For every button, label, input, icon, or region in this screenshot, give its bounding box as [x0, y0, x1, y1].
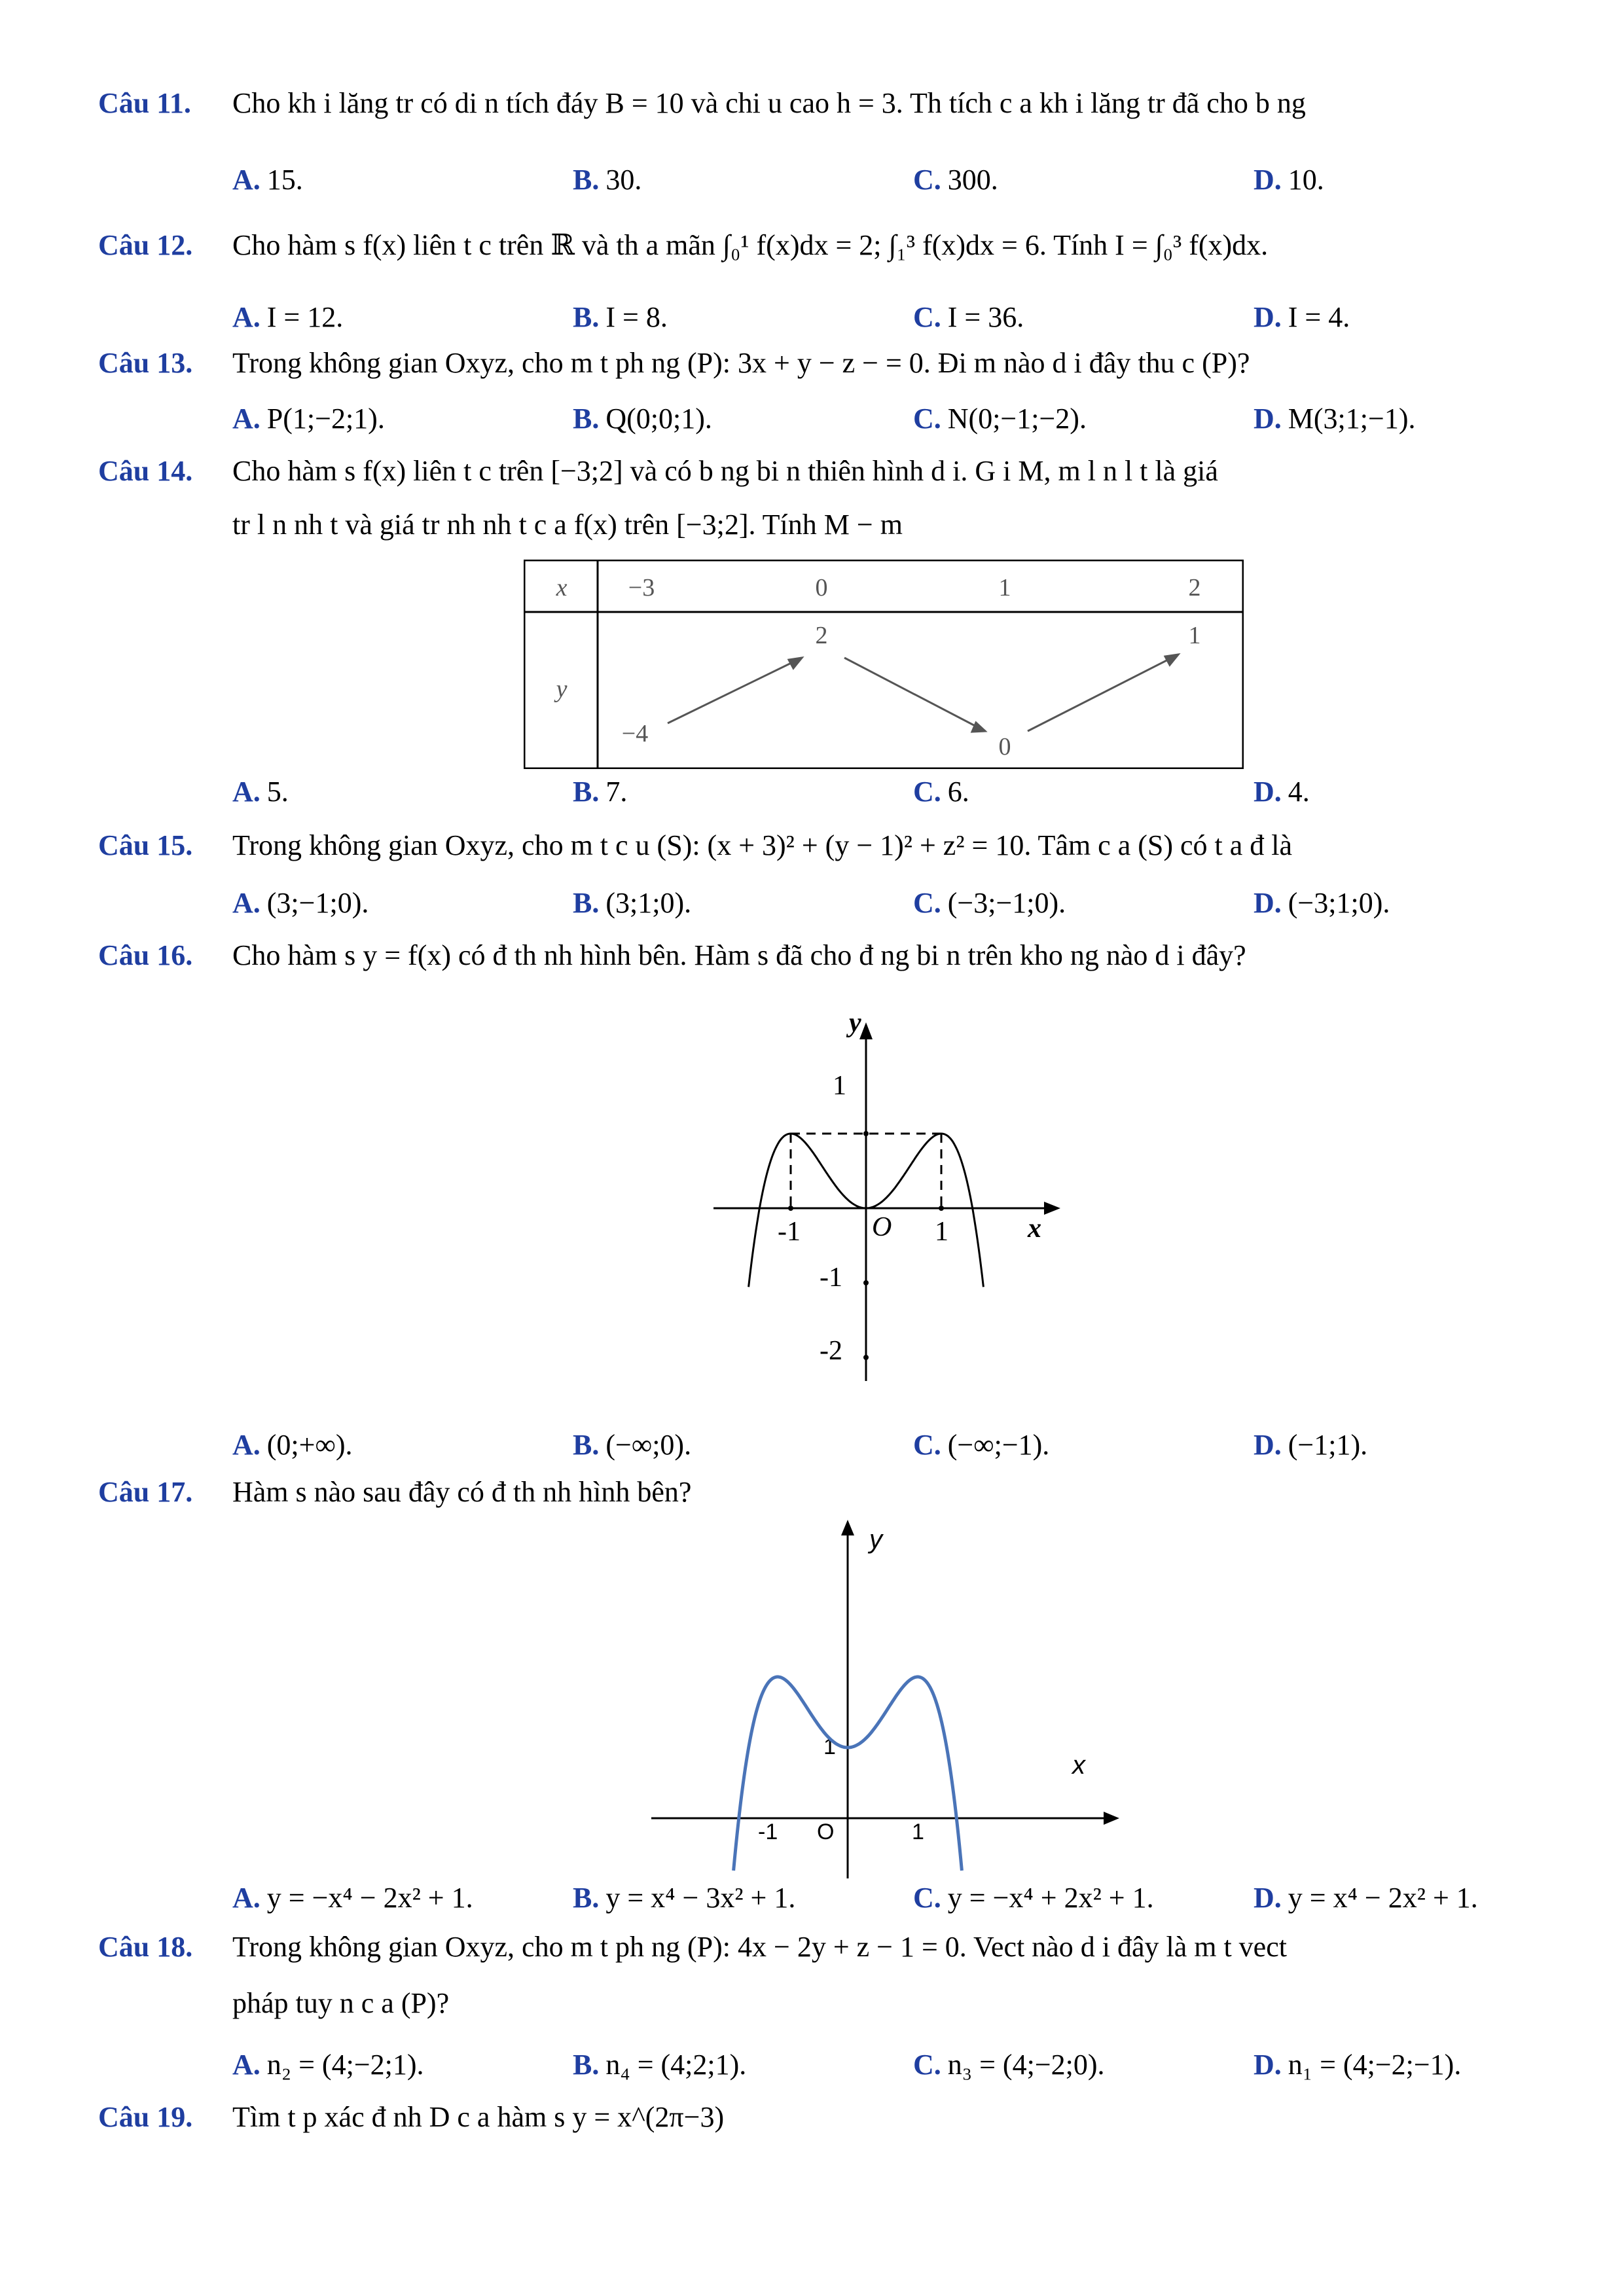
question-17: [98, 1473, 1538, 1512]
option-c[interactable]: C. 300.: [913, 164, 998, 196]
option-d[interactable]: D. n₁ = (4;−2;−1).: [1254, 2049, 1462, 2081]
option-b[interactable]: B. y = x⁴ − 3x² + 1.: [573, 1882, 796, 1914]
y-axis-arrow: [859, 1022, 873, 1039]
tick-x-pos: 1: [935, 1217, 948, 1247]
variation-table: [524, 560, 1244, 769]
origin-label: O: [872, 1212, 892, 1242]
option-c[interactable]: C. I = 36.: [913, 301, 1024, 333]
option-c[interactable]: C. 6.: [913, 776, 969, 808]
option-d[interactable]: D. 4.: [1254, 776, 1310, 808]
tick-x-neg: -1: [758, 1820, 778, 1844]
option-d[interactable]: D. y = x⁴ − 2x² + 1.: [1254, 1882, 1478, 1914]
question-label: Câu 18.: [98, 1931, 193, 1963]
question-12: [98, 226, 1538, 265]
origin-label: O: [817, 1820, 835, 1844]
option-c[interactable]: C. (−3;−1;0).: [913, 887, 1066, 919]
question-text: Trong không gian Oxyz, cho m t ph ng (P): 3x + y − z − = 0. Đi m nào d i đây thu c (P)?: [232, 347, 1250, 379]
x-axis-label: x: [1072, 1751, 1085, 1780]
question-text: Hàm s nào sau đây có đ th nh hình bên?: [232, 1476, 692, 1508]
question-15: [98, 826, 1538, 865]
tick-y-neg2: -2: [820, 1336, 842, 1366]
question-text-line1: Cho hàm s f(x) liên t c trên [−3;2] và có b ng bi n thiên hình d i. G i M, m l n l t là giá: [232, 455, 1218, 487]
tick-y-neg1: -1: [820, 1263, 842, 1293]
question-14: [98, 452, 1538, 545]
option-d[interactable]: D. (−1;1).: [1254, 1429, 1368, 1461]
table-y-label: y: [556, 675, 568, 703]
option-c[interactable]: C. n₃ = (4;−2;0).: [913, 2049, 1105, 2081]
question-18: [98, 1928, 1538, 2023]
option-c[interactable]: C. (−∞;−1).: [913, 1429, 1050, 1461]
question-label: Câu 15.: [98, 829, 193, 861]
option-a[interactable]: A. 5.: [232, 776, 289, 808]
question-11: [98, 84, 1538, 123]
table-x-value: −3: [628, 574, 655, 601]
question-label: Câu 16.: [98, 939, 193, 971]
y-axis-label: y: [849, 1008, 861, 1038]
option-d[interactable]: D. I = 4.: [1254, 301, 1350, 333]
option-b[interactable]: B. I = 8.: [573, 301, 668, 333]
y-axis-label: y: [869, 1525, 882, 1554]
x-axis-arrow: [1044, 1202, 1060, 1215]
option-d[interactable]: D. M(3;1;−1).: [1254, 403, 1416, 435]
question-text-line1: Trong không gian Oxyz, cho m t ph ng (P): 4x − 2y + z − 1 = 0. Vect nào d i đây là m t vect: [232, 1931, 1287, 1963]
table-x-value: 1: [998, 574, 1011, 601]
option-d[interactable]: D. 10.: [1254, 164, 1324, 196]
tick-x-pos: 1: [912, 1820, 924, 1844]
graph-17: [648, 1512, 1126, 1878]
option-a[interactable]: A. y = −x⁴ − 2x² + 1.: [232, 1882, 473, 1914]
table-y-value: −4: [621, 720, 649, 747]
question-text-line2: pháp tuy n c a (P)?: [232, 1987, 450, 2019]
option-a[interactable]: A. P(1;−2;1).: [232, 403, 385, 435]
question-label: Câu 19.: [98, 2101, 193, 2133]
question-label: Câu 12.: [98, 229, 193, 261]
option-b[interactable]: B. Q(0;0;1).: [573, 403, 712, 435]
increase-arrow: [1028, 655, 1178, 731]
question-label: Câu 17.: [98, 1476, 193, 1508]
decrease-arrow: [844, 658, 985, 731]
tick-y-pos: 1: [823, 1734, 836, 1759]
increase-arrow: [668, 658, 802, 723]
question-13: [98, 344, 1538, 383]
question-text: Tìm t p xác đ nh D c a hàm s y = x^(2π−3): [232, 2101, 725, 2133]
option-c[interactable]: C. N(0;−1;−2).: [913, 403, 1087, 435]
question-text: Cho kh i lăng tr có di n tích đáy B = 10 và chi u cao h = 3. Th tích c a kh i lăng tr đã cho b ng: [232, 87, 1306, 119]
option-a[interactable]: A. (0;+∞).: [232, 1429, 353, 1461]
option-b[interactable]: B. n₄ = (4;2;1).: [573, 2049, 747, 2081]
option-c[interactable]: C. y = −x⁴ + 2x² + 1.: [913, 1882, 1154, 1914]
option-a[interactable]: A. (3;−1;0).: [232, 887, 369, 919]
option-d[interactable]: D. (−3;1;0).: [1254, 887, 1390, 919]
x-axis-label: x: [1028, 1213, 1041, 1244]
y-axis-arrow: [841, 1520, 854, 1535]
table-y-value: 2: [815, 622, 828, 649]
option-a[interactable]: A. n₂ = (4;−2;1).: [232, 2049, 424, 2081]
option-b[interactable]: B. (−∞;0).: [573, 1429, 692, 1461]
question-16: [98, 936, 1538, 975]
graph-16: [707, 1008, 1074, 1388]
option-b[interactable]: B. 30.: [573, 164, 642, 196]
question-label: Câu 13.: [98, 347, 193, 379]
question-text: Cho hàm s y = f(x) có đ th nh hình bên. Hàm s đã cho đ ng bi n trên kho ng nào d i đây?: [232, 939, 1246, 971]
option-a[interactable]: A. 15.: [232, 164, 303, 196]
table-x-label: x: [556, 574, 568, 601]
x-axis-arrow: [1104, 1812, 1119, 1825]
table-y-value: 0: [998, 733, 1011, 761]
table-x-value: 2: [1188, 574, 1201, 601]
option-a[interactable]: A. I = 12.: [232, 301, 344, 333]
table-y-value: 1: [1188, 622, 1201, 649]
question-text: Cho hàm s f(x) liên t c trên ℝ và th a mãn ∫₀¹ f(x)dx = 2; ∫₁³ f(x)dx = 6. Tính I = ∫₀³ f(x)dx.: [232, 229, 1269, 261]
tick-x-neg: -1: [778, 1217, 801, 1247]
question-label: Câu 11.: [98, 87, 191, 119]
tick-y-pos: 1: [833, 1071, 846, 1101]
question-text-line2: tr l n nh t và giá tr nh nh t c a f(x) trên [−3;2]. Tính M − m: [232, 509, 903, 541]
question-text: Trong không gian Oxyz, cho m t c u (S): (x + 3)² + (y − 1)² + z² = 10. Tâm c a (S) có t a đ là: [232, 829, 1293, 861]
question-19: [98, 2098, 1538, 2137]
table-x-value: 0: [815, 574, 828, 601]
question-label: Câu 14.: [98, 455, 193, 487]
option-b[interactable]: B. 7.: [573, 776, 628, 808]
option-b[interactable]: B. (3;1;0).: [573, 887, 692, 919]
